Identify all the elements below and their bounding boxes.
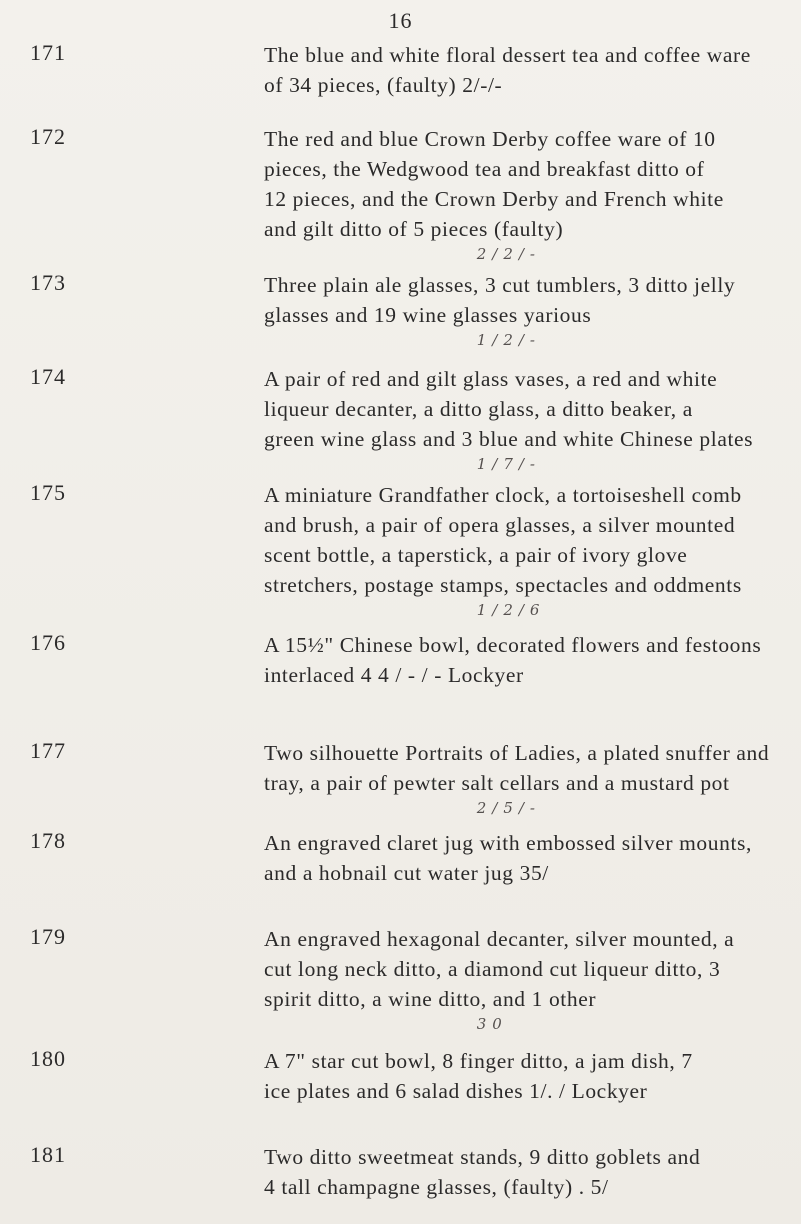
lot-line: liqueur decanter, a ditto glass, a ditto beaker, a bbox=[264, 397, 693, 421]
lot-description bbox=[264, 270, 796, 350]
lot-line: stretchers, postage stamps, spectacles and oddments bbox=[264, 573, 742, 597]
lot-line: 4 tall champagne glasses, (faulty) . 5/ bbox=[264, 1175, 609, 1199]
lot-number: 173 bbox=[30, 270, 66, 295]
lot-line: glasses and 19 wine glasses yarious bbox=[264, 303, 592, 327]
lot-line: A 15½" Chinese bowl, decorated flowers and festoons bbox=[264, 633, 762, 657]
lot-description bbox=[264, 364, 796, 474]
price-annotation: 1 / 2 / 6 bbox=[476, 601, 541, 619]
lot-description bbox=[264, 1046, 796, 1106]
lot-line: tray, a pair of pewter salt cellars and a mustard pot bbox=[264, 771, 730, 795]
lot-line: ice plates and 6 salad dishes 1/. / Lockyer bbox=[264, 1079, 648, 1103]
price-annotation: 1 / 7 / - bbox=[476, 455, 536, 473]
lot-line: A 7" star cut bowl, 8 finger ditto, a jam dish, 7 bbox=[264, 1049, 693, 1073]
lot-line: green wine glass and 3 blue and white Chinese plates bbox=[264, 427, 754, 451]
lot-description bbox=[264, 480, 796, 620]
lot-number: 172 bbox=[30, 124, 66, 149]
lot-description bbox=[264, 630, 796, 690]
lot-line: scent bottle, a taperstick, a pair of ivory glove bbox=[264, 543, 688, 567]
lot-line: cut long neck ditto, a diamond cut liqueur ditto, 3 bbox=[264, 957, 721, 981]
lot-description bbox=[264, 40, 796, 100]
lot-description bbox=[264, 828, 796, 888]
price-annotation: 3 0 bbox=[476, 1015, 503, 1033]
lot-number: 175 bbox=[30, 480, 66, 505]
lot-line: The red and blue Crown Derby coffee ware of 10 bbox=[264, 127, 716, 151]
lot-number: 178 bbox=[30, 828, 66, 853]
lot-number: 177 bbox=[30, 738, 66, 763]
lot-line: Three plain ale glasses, 3 cut tumblers, 3 ditto jelly bbox=[264, 273, 736, 297]
lot-line: pieces, the Wedgwood tea and breakfast ditto of bbox=[264, 157, 705, 181]
lot-number: 179 bbox=[30, 924, 66, 949]
lot-line: and brush, a pair of opera glasses, a silver mounted bbox=[264, 513, 736, 537]
lot-description bbox=[264, 738, 796, 818]
lot-line: Two silhouette Portraits of Ladies, a plated snuffer and bbox=[264, 741, 770, 765]
lot-line: of 34 pieces, (faulty) 2/-/- bbox=[264, 73, 503, 97]
lot-line: 12 pieces, and the Crown Derby and French white bbox=[264, 187, 724, 211]
lot-number: 174 bbox=[30, 364, 66, 389]
lot-number: 176 bbox=[30, 630, 66, 655]
lot-number: 180 bbox=[30, 1046, 66, 1071]
lot-line: and a hobnail cut water jug 35/ bbox=[264, 861, 549, 885]
lot-line: A pair of red and gilt glass vases, a red and white bbox=[264, 367, 718, 391]
lot-line: A miniature Grandfather clock, a tortoiseshell comb bbox=[264, 483, 742, 507]
lot-line: Two ditto sweetmeat stands, 9 ditto goblets and bbox=[264, 1145, 701, 1169]
lot-number: 171 bbox=[30, 40, 66, 65]
lot-description bbox=[264, 1142, 796, 1202]
price-annotation: 2 / 5 / - bbox=[476, 799, 536, 817]
lot-line: The blue and white floral dessert tea and coffee ware bbox=[264, 43, 751, 67]
lot-line: An engraved hexagonal decanter, silver mounted, a bbox=[264, 927, 735, 951]
lot-line: and gilt ditto of 5 pieces (faulty) bbox=[264, 217, 564, 241]
lot-description bbox=[264, 124, 796, 264]
lot-line: spirit ditto, a wine ditto, and 1 other bbox=[264, 987, 597, 1011]
lot-line: interlaced 4 4 / - / - Lockyer bbox=[264, 663, 524, 687]
lot-number: 181 bbox=[30, 1142, 66, 1167]
lot-description bbox=[264, 924, 796, 1034]
lot-line: An engraved claret jug with embossed silver mounts, bbox=[264, 831, 752, 855]
price-annotation: 1 / 2 / - bbox=[476, 331, 536, 349]
price-annotation: 2 / 2 / - bbox=[476, 245, 536, 263]
page-number: 16 bbox=[388, 8, 413, 33]
